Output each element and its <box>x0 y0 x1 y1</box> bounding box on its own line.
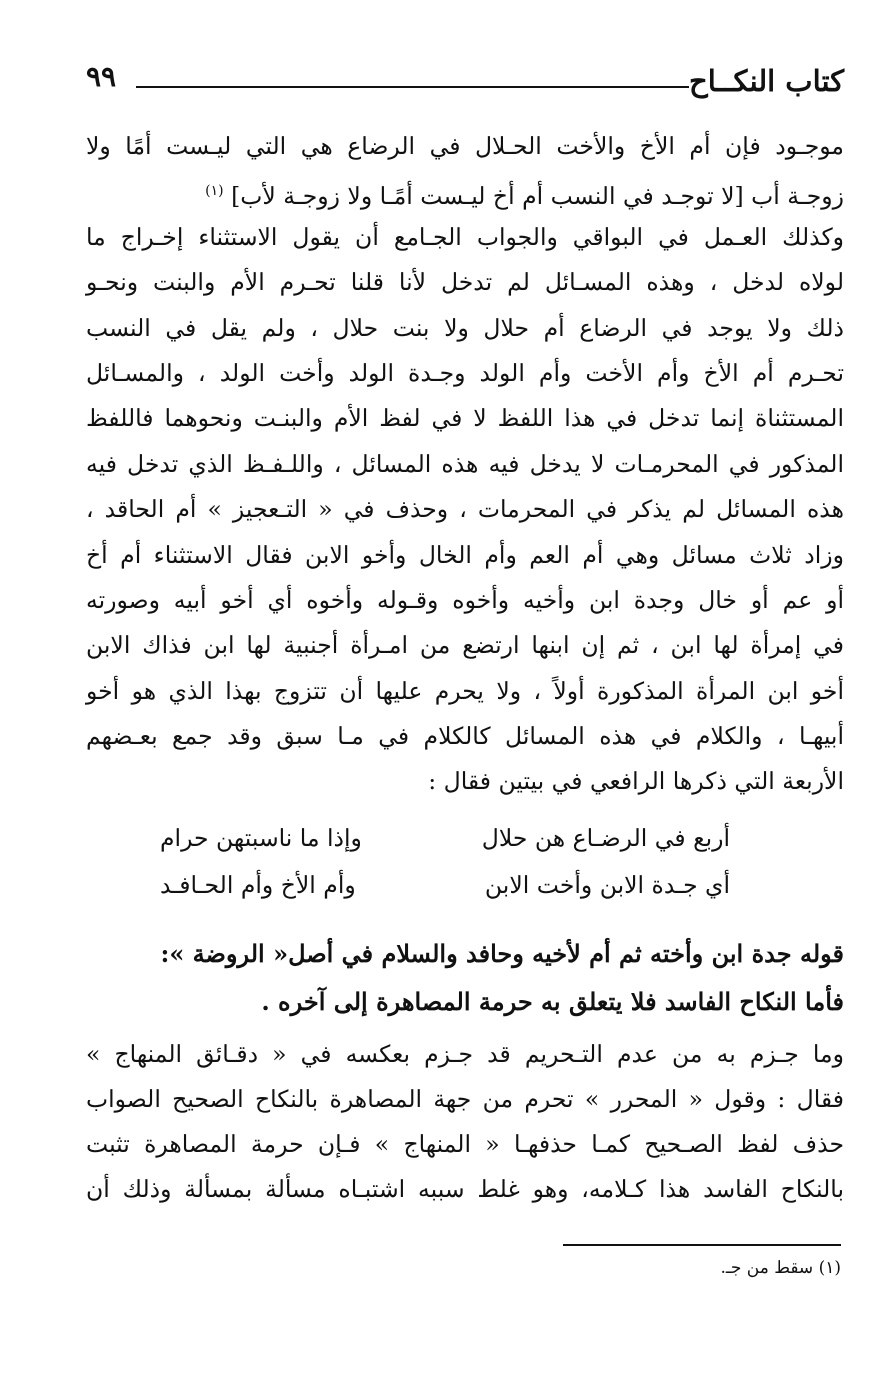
text-line: حذف لفظ الصـحيح كمـا حذفهـا « المنهاج » فـإن حرمة المصاهرة تثبت <box>86 1130 844 1158</box>
text-line: وما جـزم به من عدم التـحريم قد جـزم بعكسه في « دقـائق المنهاج » <box>86 1040 844 1068</box>
text-line: المستثناة إنما تدخل في هذا اللفظ لا في لفظ الأم والبنـت ونحوهما فاللفظ <box>86 404 844 433</box>
bold-line: فأما النكاح الفاسد فلا يتعلق به حرمة المصاهرة إلى آخره . <box>261 987 844 1016</box>
verse-first-hemistich: أي جـدة الابن وأخت الابن <box>484 871 730 899</box>
text-line <box>86 169 844 214</box>
verse-line <box>160 871 730 918</box>
running-title: كتاب النكــاح <box>689 64 844 98</box>
text-line: هذه المسائل لم يذكر في المحرمات ، وحذف في « التـعجيز » أم الحاقد ، <box>86 495 844 524</box>
text-line: المذكور في المحرمـات لا يدخل فيه هذه المسائل ، واللـفـظ الذي تدخل فيه <box>86 449 844 478</box>
text-line: الأربعة التي ذكرها الرافعي في بيتين فقال : <box>428 767 844 796</box>
text-line: موجـود فإن أم الأخ والأخت الحـلال في الرضاع هي التي ليـست أمًا ولا <box>86 132 844 160</box>
poem-verses <box>160 824 730 918</box>
text-line: ذلك ولا يوجد في الرضاع أم حلال ولا بنت حلال ، ولم يقل في النسب <box>86 313 844 342</box>
footnote-separator <box>563 1244 841 1246</box>
verse-second-hemistich: وإذا ما ناسبتهن حرام <box>160 824 362 852</box>
text-line-content: زوجـة أب [لا توجـد في النسب أم أخ ليـست أمًـا ولا زوجـة لأب] <box>231 182 844 211</box>
text-line: بالنكاح الفاسد هذا كـلامه، وهو غلط سببه اشتبـاه مسألة بمسألة وذلك أن <box>86 1175 844 1203</box>
footnote-marker: (١) <box>205 183 224 200</box>
text-line: أو عم أو خال وجدة ابن وأخيه وأخوه وقـوله وأخوه أي أخو أبيه وصورته <box>86 585 844 614</box>
page-number: ٩٩ <box>86 60 117 93</box>
text-line: تحـرم أم الأخ وأم الأخت وأم الولد وجـدة الولد وأخت الولد ، والمسـائل <box>86 358 844 387</box>
page-header <box>86 58 844 108</box>
text-line: في إمرأة لها ابن ، ثم إن ابنها ارتضع من امـرأة أجنبية لها ابن فذاك الابن <box>86 631 844 660</box>
bold-line: قوله جدة ابن وأخته ثم أم لأخيه وحافد والسلام في أصل« الروضة »: <box>160 939 844 968</box>
quoted-statement <box>86 930 844 1026</box>
verse-first-hemistich: أربع في الرضـاع هن حلال <box>481 824 730 852</box>
commentary-paragraph <box>86 1032 844 1212</box>
text-line: أبيهـا ، والكلام في هذه المسائل كالكلام في مـا سبق وقد جمع بعـضهم <box>86 722 844 751</box>
text-line: فقال : وقول « المحرر » تحرم من جهة المصاهرة بالنكاح الصحيح الصواب <box>86 1085 844 1113</box>
footnote: (١) سقط من جـ. <box>720 1258 841 1278</box>
header-rule <box>136 86 689 88</box>
verse-second-hemistich: وأم الأخ وأم الحـافـد <box>160 871 356 899</box>
text-line: لولاه لدخل ، وهذه المسـائل لم تدخل لأنا قلنا تحـرم الأم والبنت ونحـو <box>86 268 844 297</box>
text-line: وزاد ثلاث مسائل وهي أم العم وأم الخال وأخو الابن فقال الاستثناء أم أخ <box>86 540 844 569</box>
main-paragraph <box>86 124 844 805</box>
text-line: أخو ابن المرأة المذكورة أولاً ، ولا يحرم عليها أن تتزوج بهذا الذي هو أخو <box>86 676 844 705</box>
text-line: وكذلك العـمل في البواقي والجواب الجـامع أن يقول الاستثناء إخـراج ما <box>86 222 844 251</box>
verse-line <box>160 824 730 871</box>
